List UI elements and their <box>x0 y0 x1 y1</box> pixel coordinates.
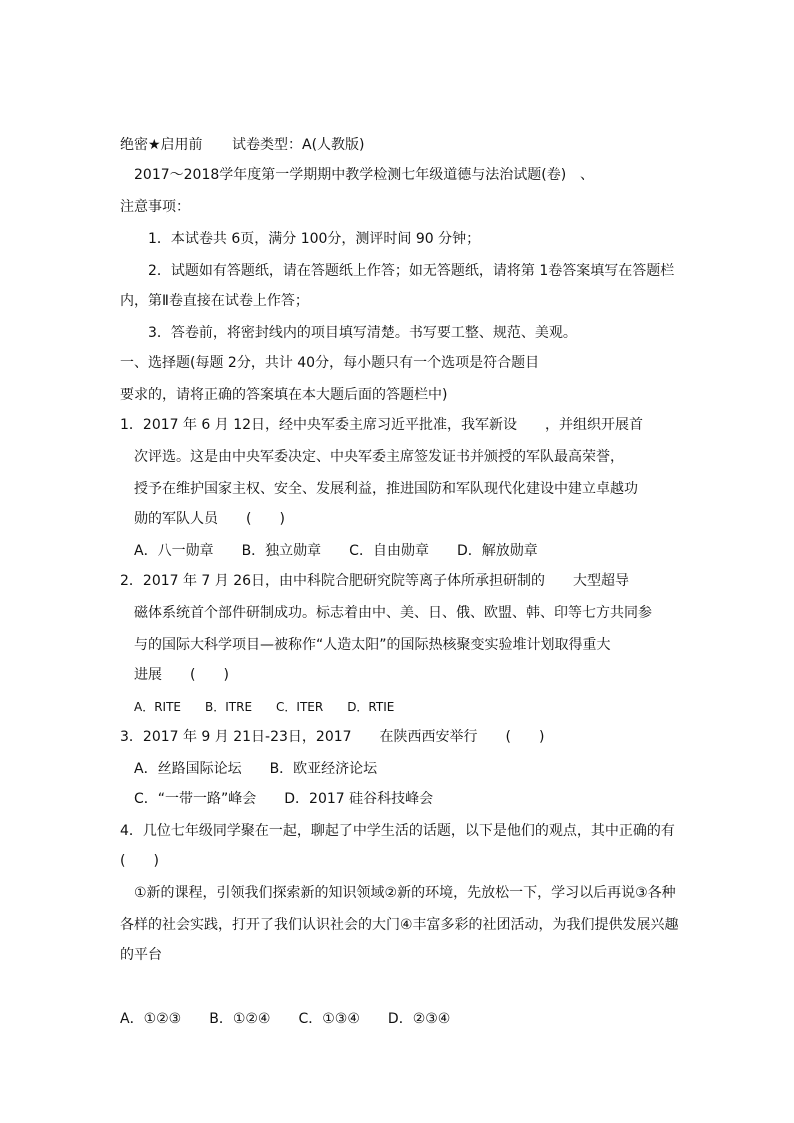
note-item-2: 2．试题如有答题纸，请在答题纸上作答；如无答题纸，请将第 1卷答案填写在答题栏 <box>148 263 675 279</box>
q1-line-3: 授予在维护国家主权、安全、发展利益，推进国防和军队现代化建设中建立卓越功 <box>134 481 638 497</box>
title-mark: 、 <box>580 167 594 183</box>
q2-line-2: 磁体系统首个部件研制成功。标志着由中、美、日、俄、欧盟、韩、印等七方共同参 <box>134 605 652 621</box>
q2-line-3: 与的国际大科学项目—被称作“人造太阳”的国际热核聚变实验堆计划取得重大 <box>134 637 611 653</box>
q1-line-1: 1．2017 年 6 月 12日，经中央军委主席习近平批准，我军新设 ，并组织开展首 <box>120 417 644 433</box>
q4-body-1: ①新的课程，引领我们探索新的知识领域②新的环境，先放松一下，学习以后再说③各种 <box>134 885 676 901</box>
note-item-2-cont: 内，第Ⅱ卷直接在试卷上作答； <box>120 293 309 309</box>
q2-line-4: 进展 ( ) <box>134 667 229 683</box>
notes-heading: 注意事项： <box>120 199 190 215</box>
paper-type-label: 试卷类型：A(人教版) <box>232 137 365 153</box>
q1-line-2: 次评选。这是由中央军委决定、中央军委主席签发证书并颁授的军队最高荣誉， <box>134 449 624 465</box>
q4-line-1: 4．几位七年级同学聚在一起，聊起了中学生活的话题，以下是他们的观点，其中正确的有 <box>120 823 675 839</box>
q4-line-2: ( ) <box>120 853 159 869</box>
note-item-3: 3．答卷前，将密封线内的项目填写清楚。书写要工整、规范、美观。 <box>148 325 577 341</box>
q4-options: A．①②③ B．①②④ C．①③④ D．②③④ <box>120 1011 451 1027</box>
section-heading: 一、选择题(每题 2分，共计 40分，每小题只有一个选项是符合题目 <box>120 355 540 371</box>
q1-options: A．八一勋章 B．独立勋章 C．自由勋章 D．解放勋章 <box>134 543 538 559</box>
note-item-1: 1．本试卷共 6页，满分 100分，测评时间 90 分钟； <box>148 231 481 247</box>
q4-body-2: 各样的社会实践，打开了我们认识社会的大门④丰富多彩的社团活动，为我们提供发展兴趣 <box>120 917 679 933</box>
q3-line-1: 3．2017 年 9 月 21日-23日，2017 在陕西西安举行 ( ) <box>120 729 545 745</box>
q3-options-a: A．丝路国际论坛 B．欧亚经济论坛 <box>134 761 378 777</box>
q2-options: A．RITE B．ITRE C．ITER D．RTIE <box>134 700 395 714</box>
q2-line-1: 2．2017 年 7 月 26日，由中科院合肥研究院等离子体所承担研制的 大型超导 <box>120 573 630 589</box>
q3-options-b: C．“一带一路”峰会 D．2017 硅谷科技峰会 <box>134 791 434 807</box>
exam-title: 2017～2018学年度第一学期期中教学检测七年级道德与法治试题(卷) <box>134 167 567 183</box>
q1-line-4: 勋的军队人员 ( ) <box>134 511 285 527</box>
section-heading-cont: 要求的，请将正确的答案填在本大题后面的答题栏中) <box>120 387 448 403</box>
classified-label: 绝密★启用前 <box>120 137 203 153</box>
q4-body-3: 的平台 <box>120 947 162 963</box>
